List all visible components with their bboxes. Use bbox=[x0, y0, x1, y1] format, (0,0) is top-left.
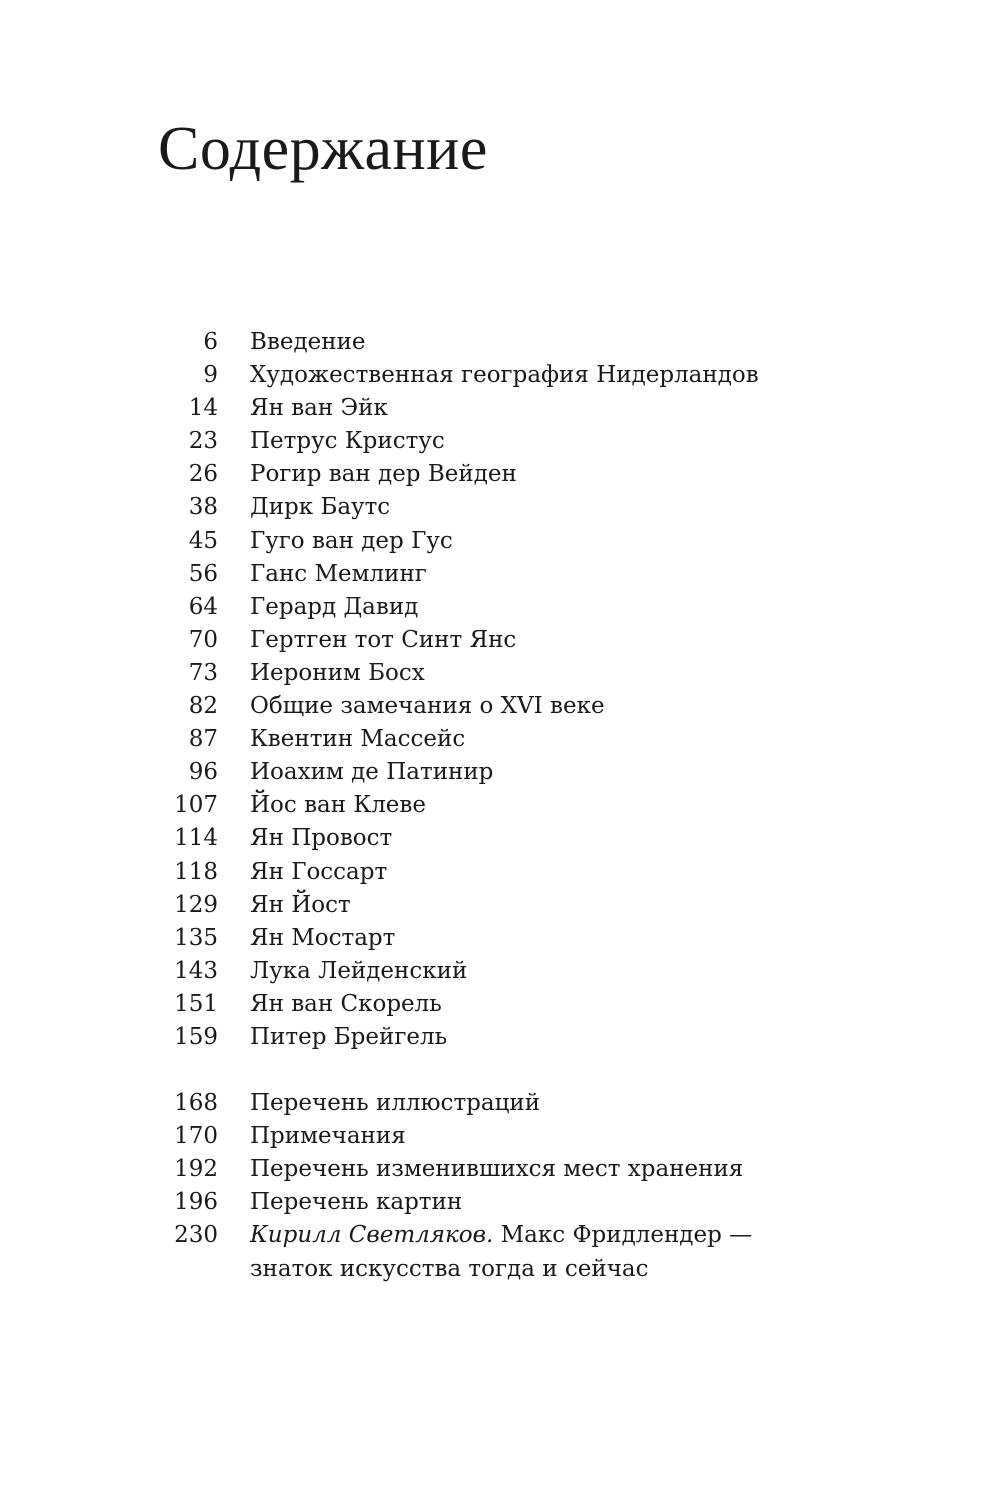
toc-page-number: 118 bbox=[174, 858, 218, 885]
toc-title: Герард Давид bbox=[250, 593, 419, 620]
toc-title bbox=[250, 1219, 810, 1285]
toc-entry bbox=[0, 690, 1000, 723]
toc-title: Ганс Мемлинг bbox=[250, 560, 427, 587]
toc-entry bbox=[0, 392, 1000, 425]
toc-title: Ян ван Скорель bbox=[250, 990, 442, 1017]
essay-title: Макс Фридлендер — знаток искусства тогда и сейчас bbox=[250, 1222, 753, 1282]
toc-entry bbox=[0, 657, 1000, 690]
toc-title: Перечень изменившихся мест хранения bbox=[250, 1156, 744, 1183]
toc-entry bbox=[0, 326, 1000, 359]
toc-page-number: 168 bbox=[174, 1090, 218, 1117]
toc-title: Перечень иллюстраций bbox=[250, 1090, 541, 1117]
toc-page-number: 56 bbox=[188, 560, 218, 587]
toc-entry-essay bbox=[0, 1219, 1000, 1285]
toc-entry bbox=[0, 922, 1000, 955]
toc-title: Йос ван Клеве bbox=[250, 792, 426, 819]
toc-title: Гуго ван дер Гус bbox=[250, 527, 453, 554]
toc-title: Введение bbox=[250, 329, 366, 355]
toc-page-number: 192 bbox=[174, 1156, 218, 1183]
toc-entry bbox=[0, 789, 1000, 822]
toc-title: Лука Лейденский bbox=[250, 957, 468, 984]
toc-page-number: 151 bbox=[174, 990, 218, 1017]
toc-entry bbox=[0, 723, 1000, 756]
toc-title: Перечень картин bbox=[250, 1189, 463, 1216]
section-spacer bbox=[0, 1054, 1000, 1087]
toc-page-number: 9 bbox=[203, 362, 218, 389]
toc-entry bbox=[0, 591, 1000, 624]
toc-title: Иероним Босх bbox=[250, 659, 425, 686]
toc-page-number: 96 bbox=[188, 759, 218, 786]
toc-page-number: 107 bbox=[174, 792, 218, 819]
toc-entry bbox=[0, 1153, 1000, 1186]
toc-entry bbox=[0, 624, 1000, 657]
toc-page-number: 14 bbox=[188, 395, 218, 422]
toc-title: Рогир ван дер Вейден bbox=[250, 461, 517, 488]
toc-page-number: 196 bbox=[174, 1189, 218, 1216]
toc-entry bbox=[0, 889, 1000, 922]
toc-page-number: 230 bbox=[174, 1222, 218, 1249]
toc-entry bbox=[0, 491, 1000, 524]
toc-title: Гертген тот Синт Янс bbox=[250, 626, 517, 653]
toc-page-number: 23 bbox=[188, 428, 218, 455]
toc-title: Квентин Массейс bbox=[250, 726, 466, 753]
toc-title: Общие замечания о XVI веке bbox=[250, 693, 605, 720]
toc-entry bbox=[0, 359, 1000, 392]
toc-entry bbox=[0, 1186, 1000, 1219]
toc-title: Художественная география Нидерландов bbox=[250, 362, 759, 389]
toc-entry bbox=[0, 1087, 1000, 1120]
page-title: Содержание bbox=[158, 115, 488, 183]
toc-entry bbox=[0, 425, 1000, 458]
toc-entry bbox=[0, 822, 1000, 855]
toc-page-number: 170 bbox=[174, 1123, 218, 1150]
toc-page-number: 73 bbox=[188, 659, 218, 686]
toc-page-number: 45 bbox=[188, 527, 218, 554]
toc-title: Петрус Кристус bbox=[250, 428, 445, 455]
toc-title: Иоахим де Патинир bbox=[250, 759, 494, 786]
toc-entry bbox=[0, 856, 1000, 889]
toc-page-number: 143 bbox=[174, 957, 218, 984]
toc-title: Ян Провост bbox=[250, 825, 393, 852]
toc-entry bbox=[0, 955, 1000, 988]
toc-entry bbox=[0, 525, 1000, 558]
toc-title: Ян ван Эйк bbox=[250, 395, 388, 422]
toc-entry bbox=[0, 1120, 1000, 1153]
toc-page-number: 82 bbox=[188, 693, 218, 720]
toc-page-number: 135 bbox=[174, 924, 218, 951]
toc-page-number: 70 bbox=[188, 626, 218, 653]
toc-page-number: 26 bbox=[188, 461, 218, 488]
toc-title: Ян Госсарт bbox=[250, 858, 388, 885]
toc-page-number: 87 bbox=[188, 726, 218, 753]
toc-title: Питер Брейгель bbox=[250, 1023, 448, 1050]
toc-entry bbox=[0, 1021, 1000, 1054]
toc-page-number: 114 bbox=[174, 825, 218, 852]
toc-title: Ян Мостарт bbox=[250, 924, 396, 951]
table-of-contents bbox=[0, 326, 1000, 1286]
toc-page-number: 38 bbox=[188, 494, 218, 521]
toc-title: Дирк Баутс bbox=[250, 494, 391, 521]
toc-entry bbox=[0, 988, 1000, 1021]
toc-page-number: 64 bbox=[188, 593, 218, 620]
toc-title: Ян Йост bbox=[250, 891, 351, 918]
toc-entry bbox=[0, 458, 1000, 491]
essay-author: Кирилл Светляков. bbox=[250, 1222, 494, 1249]
toc-page-number: 159 bbox=[174, 1023, 218, 1050]
toc-page-number: 129 bbox=[174, 891, 218, 918]
toc-page-number: 6 bbox=[203, 329, 218, 355]
toc-entry bbox=[0, 558, 1000, 591]
toc-title: Примечания bbox=[250, 1123, 406, 1150]
toc-entry bbox=[0, 756, 1000, 789]
